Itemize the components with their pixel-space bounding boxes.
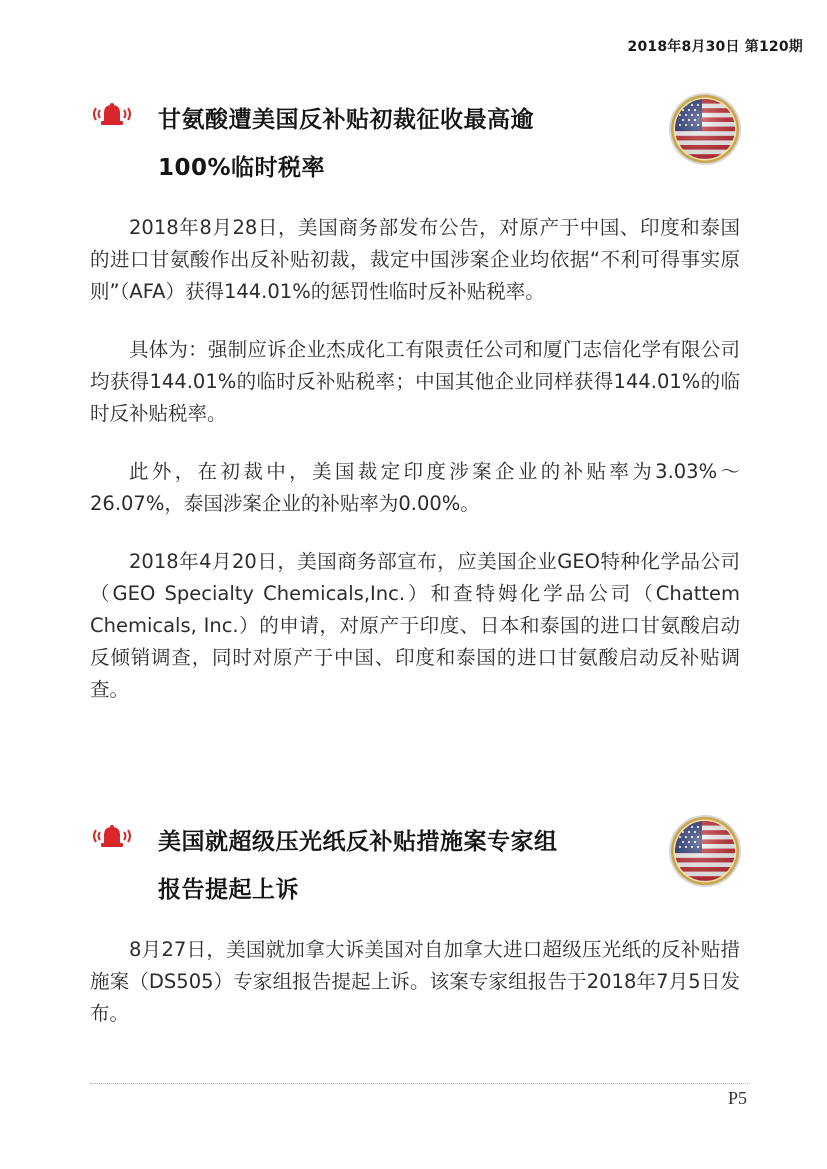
article-body xyxy=(90,212,740,706)
paragraph: 具体为：强制应诉企业杰成化工有限责任公司和厦门志信化学有限公司均获得144.01%的临时反补贴税率；中国其他企业同样获得144.01%的临时反补贴税率。 xyxy=(90,338,740,425)
title-line-1: 美国就超级压光纸反补贴措施案专家组 xyxy=(158,829,558,855)
page-number: P5 xyxy=(727,1088,747,1108)
footer-divider xyxy=(90,1083,748,1084)
us-flag-icon xyxy=(668,92,742,166)
article-title-row xyxy=(90,818,740,914)
title-line-2: 100%临时税率 xyxy=(158,155,326,181)
article-body xyxy=(90,934,740,1030)
article-title xyxy=(158,818,638,914)
paragraph: 2018年8月28日，美国商务部发布公告，对原产于中国、印度和泰国的进口甘氨酸作出反补贴初裁，裁定中国涉案企业均依据“不利可得事实原则”（AFA）获得144.01%的惩罚性临时反补贴税率。 xyxy=(90,216,740,303)
paragraph: 此外，在初裁中，美国裁定印度涉案企业的补贴率为3.03%～26.07%，泰国涉案企业的补贴率为0.00%。 xyxy=(90,460,740,515)
paragraph: 8月27日，美国就加拿大诉美国对自加拿大进口超级压光纸的反补贴措施案（DS505）专家组报告提起上诉。该案专家组报告于2018年7月5日发布。 xyxy=(90,938,740,1025)
article-title-row xyxy=(90,96,740,192)
paragraph: 2018年4月20日，美国商务部宣布，应美国企业GEO特种化学品公司（GEO Specialty Chemicals,Inc.）和查特姆化学品公司（Chattem Chemicals, Inc.）的申请，对原产于印度、日本和泰国的进口甘氨酸启动反倾销调查，同时对原产于中国、印度和泰国的进口甘氨酸启动反补贴调查。 xyxy=(90,550,740,701)
title-line-1: 甘氨酸遭美国反补贴初裁征收最高逾 xyxy=(158,107,534,133)
article-title xyxy=(158,96,638,192)
article-supercalendered-paper xyxy=(90,818,740,1056)
us-flag-icon xyxy=(668,814,742,888)
page-header-date-issue: 2018年8月30日 第120期 xyxy=(627,39,803,55)
alarm-bell-icon xyxy=(90,100,134,128)
title-line-2: 报告提起上诉 xyxy=(158,877,299,903)
article-glycine xyxy=(90,96,740,732)
alarm-bell-icon xyxy=(90,822,134,850)
